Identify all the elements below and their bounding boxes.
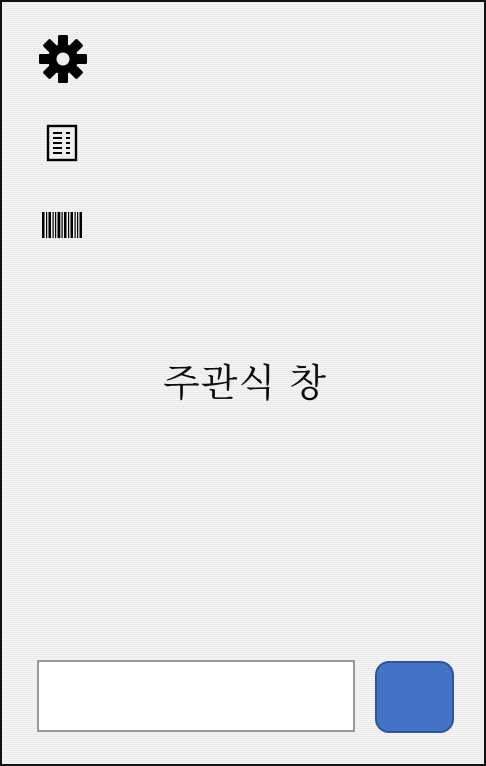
gear-icon[interactable] bbox=[38, 34, 88, 84]
document-list-icon[interactable] bbox=[46, 124, 78, 162]
answer-input[interactable] bbox=[37, 660, 355, 732]
submit-button[interactable] bbox=[375, 661, 454, 733]
barcode-icon[interactable] bbox=[41, 212, 83, 238]
page-title: 주관식 창 bbox=[163, 361, 327, 405]
